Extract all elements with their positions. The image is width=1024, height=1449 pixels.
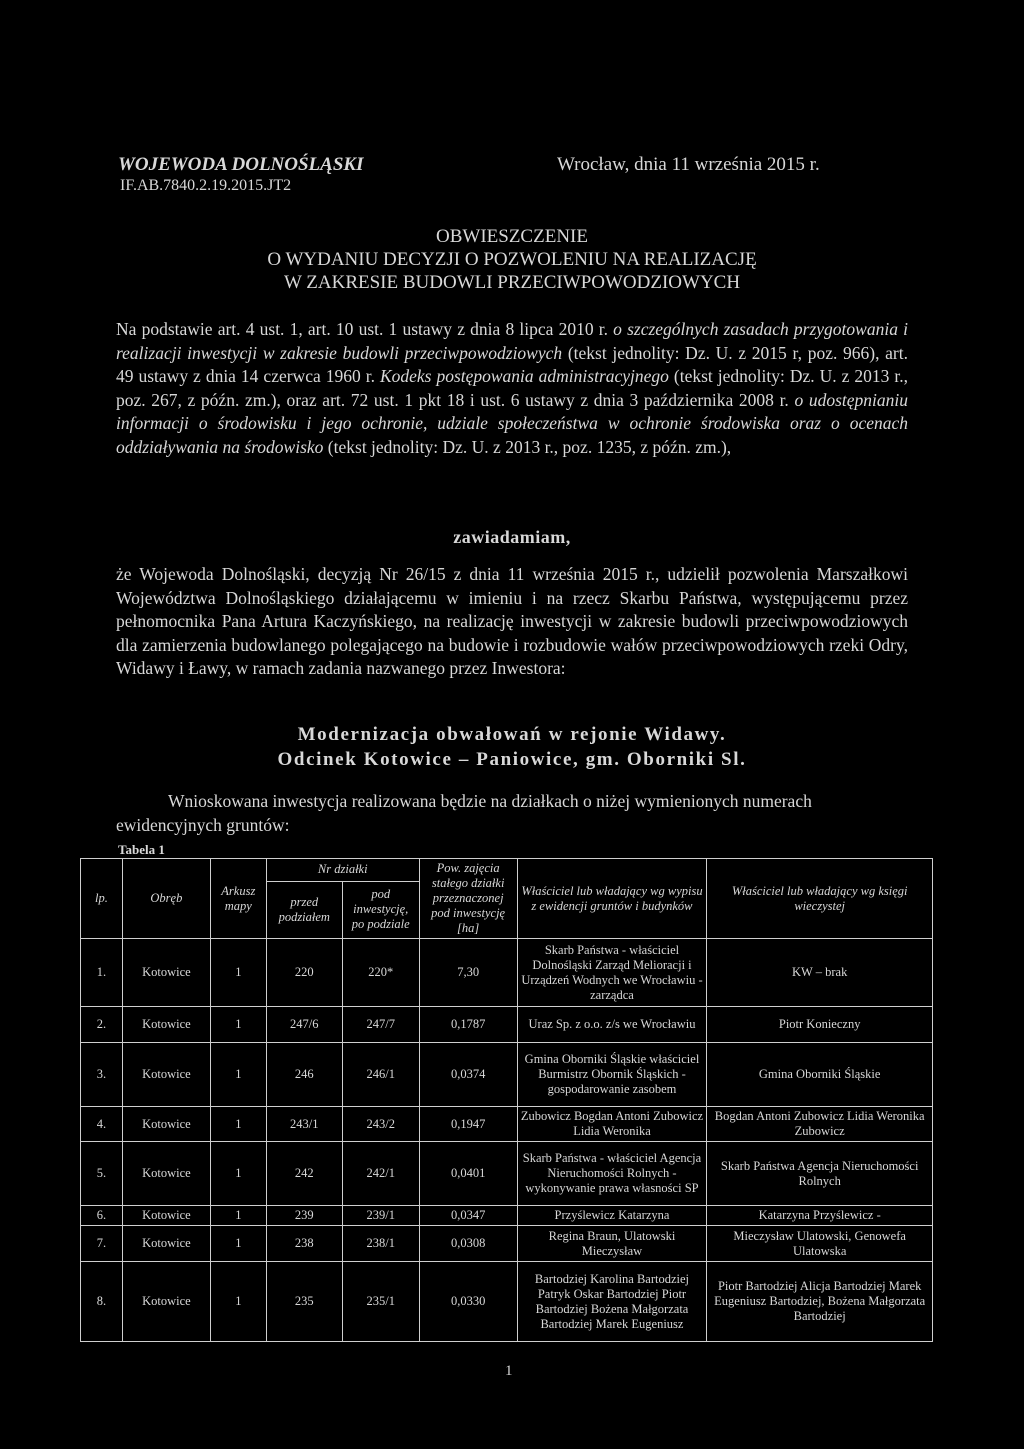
cell-after: 220* <box>342 939 419 1007</box>
header-area: Pow. zajęcia stałego działki przeznaczonej pod inwestycję [ha] <box>419 859 517 939</box>
cell-before: 246 <box>266 1043 342 1107</box>
header-obreb: Obręb <box>122 859 210 939</box>
header-arkusz: Arkusz mapy <box>210 859 266 939</box>
header-authority-block <box>118 154 363 195</box>
legal-text: (tekst jednolity: Dz. U. z 2015 r, poz. 966), art. 49 ustawy z dnia 14 czerwca 1960 r. <box>116 342 908 386</box>
project-line-2: Odcinek Kotowice – Paniowice, gm. Oborniki Sl. <box>277 749 747 770</box>
place-date: Wrocław, dnia 11 września 2015 r. <box>557 154 820 175</box>
decision-paragraph: że Wojewoda Dolnośląski, decyzją Nr 26/15 z dnia 11 września 2015 r., udzielił pozwolenia Marszałkowi Województwa Dolnośląskiego działającemu w imieniu i na rzecz Skarbu Państwa, występującemu przez pełnomocnika Pana Artura Kaczyńskiego, na realizację inwestycji w zakresie budowli przeciwpowodziowych dla zamierzenia budowlanego polegającego na budowie i rozbudowie wałów przeciwpowodziowych rzeki Odry, Widawy i Ławy, w ramach zadania nazwanego przez Inwestora: <box>116 564 908 678</box>
header-after-division: pod inwestycję, po podziale <box>342 881 419 938</box>
cell-area: 0,1947 <box>419 1107 517 1142</box>
cell-lp: 5. <box>81 1142 123 1206</box>
table-row <box>81 1107 933 1142</box>
cell-owner-registry: Zubowicz Bogdan Antoni Zubowicz Lidia Weronika <box>517 1107 707 1142</box>
cell-owner-registry: Uraz Sp. z o.o. z/s we Wrocławiu <box>517 1007 707 1043</box>
reference-number: IF.AB.7840.2.19.2015.JT2 <box>120 177 292 194</box>
cell-arkusz: 1 <box>210 1142 266 1206</box>
parcels-intro <box>116 790 908 837</box>
cell-lp: 2. <box>81 1007 123 1043</box>
cell-arkusz: 1 <box>210 1226 266 1262</box>
cell-owner-land-book: Gmina Oborniki Śląskie <box>707 1043 933 1107</box>
cell-lp: 8. <box>81 1262 123 1342</box>
cell-before: 238 <box>266 1226 342 1262</box>
table-row <box>81 1206 933 1226</box>
cell-owner-land-book: Bogdan Antoni Zubowicz Lidia Weronika Zubowicz <box>707 1107 933 1142</box>
legal-basis-paragraph <box>116 318 908 459</box>
cell-after: 238/1 <box>342 1226 419 1262</box>
cell-owner-registry: Bartodziej Karolina Bartodziej Patryk Oskar Bartodziej Piotr Bartodziej Bożena Małgorzata Bartodziej Marek Eugeniusz <box>517 1262 707 1342</box>
project-line-1: Modernizacja obwałowań w rejonie Widawy. <box>297 724 727 745</box>
cell-after: 235/1 <box>342 1262 419 1342</box>
cell-before: 220 <box>266 939 342 1007</box>
header-owner-registry: Właściciel lub władający wg wypisu z ewidencji gruntów i budynków <box>517 859 707 939</box>
cell-obreb: Kotowice <box>122 1142 210 1206</box>
announcement-word: zawiadamiam, <box>453 527 571 547</box>
cell-owner-land-book: Katarzyna Przyślewicz - <box>707 1206 933 1226</box>
cell-owner-registry: Skarb Państwa - właściciel Dolnośląski Zarząd Melioracji i Urządzeń Wodnych we Wrocławiu - zarządca <box>517 939 707 1007</box>
parcels-intro-line-2: ewidencyjnych gruntów: <box>116 814 290 835</box>
table-row <box>81 1007 933 1043</box>
cell-owner-land-book: Skarb Państwa Agencja Nieruchomości Rolnych <box>707 1142 933 1206</box>
project-name <box>0 722 1024 772</box>
act-title: o szczególnych zasadach przygotowania i realizacji inwestycji w zakresie budowli przeciwpowodziowych <box>116 319 908 363</box>
title-line-3: W ZAKRESIE BUDOWLI PRZECIWPOWODZIOWYCH <box>283 272 741 293</box>
cell-owner-registry: Skarb Państwa - właściciel Agencja Nieruchomości Rolnych - wykonywanie prawa własności SP <box>517 1142 707 1206</box>
title-line-2: O WYDANIU DECYZJI O POZWOLENIU NA REALIZACJĘ <box>267 249 757 270</box>
table-row <box>81 939 933 1007</box>
cell-area: 0,0308 <box>419 1226 517 1262</box>
authority-name: WOJEWODA DOLNOŚLĄSKI <box>118 154 364 175</box>
table-row <box>81 1262 933 1342</box>
cell-lp: 1. <box>81 939 123 1007</box>
cell-before: 235 <box>266 1262 342 1342</box>
cell-before: 247/6 <box>266 1007 342 1043</box>
cell-obreb: Kotowice <box>122 1043 210 1107</box>
cell-after: 242/1 <box>342 1142 419 1206</box>
cell-before: 243/1 <box>266 1107 342 1142</box>
cell-area: 7,30 <box>419 939 517 1007</box>
cell-after: 243/2 <box>342 1107 419 1142</box>
cell-lp: 4. <box>81 1107 123 1142</box>
cell-lp: 6. <box>81 1206 123 1226</box>
cell-after: 246/1 <box>342 1043 419 1107</box>
cell-arkusz: 1 <box>210 1007 266 1043</box>
cell-owner-land-book: KW – brak <box>707 939 933 1007</box>
cell-lp: 3. <box>81 1043 123 1107</box>
cell-area: 0,0374 <box>419 1043 517 1107</box>
cell-arkusz: 1 <box>210 939 266 1007</box>
cell-arkusz: 1 <box>210 1262 266 1342</box>
cell-after: 247/7 <box>342 1007 419 1043</box>
cell-owner-registry: Gmina Oborniki Śląskie właściciel Burmistrz Obornik Śląskich - gospodarowanie zasobem <box>517 1043 707 1107</box>
cell-owner-land-book: Piotr Konieczny <box>707 1007 933 1043</box>
table-row <box>81 1142 933 1206</box>
cell-lp: 7. <box>81 1226 123 1262</box>
cell-owner-registry: Przyślewicz Katarzyna <box>517 1206 707 1226</box>
table-header-row <box>81 859 933 882</box>
legal-text: (tekst jednolity: Dz. U. z 2013 r., poz. 1235, z późn. zm.), <box>323 436 732 457</box>
table-row <box>81 1043 933 1107</box>
cell-before: 242 <box>266 1142 342 1206</box>
parcels-table <box>80 858 933 1342</box>
legal-text: (tekst jednolity: Dz. U. z 2013 r., poz. 267, z późn. zm.), oraz art. 72 ust. 1 pkt 18 i ust. 6 ustawy z dnia 3 października 2008 r. <box>116 366 908 410</box>
title-line-1: OBWIESZCZENIE <box>436 226 588 247</box>
cell-after: 239/1 <box>342 1206 419 1226</box>
cell-owner-land-book: Mieczysław Ulatowski, Genowefa Ulatowska <box>707 1226 933 1262</box>
cell-area: 0,1787 <box>419 1007 517 1043</box>
table-row <box>81 1226 933 1262</box>
cell-obreb: Kotowice <box>122 1226 210 1262</box>
header-lp: lp. <box>81 859 123 939</box>
act-title: Kodeks postępowania administracyjnego <box>379 366 669 386</box>
table-label: Tabela 1 <box>118 842 165 857</box>
header-before-division: przed podziałem <box>266 881 342 938</box>
cell-area: 0,0347 <box>419 1206 517 1226</box>
document-title <box>0 225 1024 294</box>
legal-text: Na podstawie art. 4 ust. 1, art. 10 ust. 1 ustawy z dnia 8 lipca 2010 r. <box>116 319 614 339</box>
cell-arkusz: 1 <box>210 1107 266 1142</box>
header-owner-land-book: Właściciel lub władający wg księgi wieczystej <box>707 859 933 939</box>
header-nr-dzialki: Nr działki <box>266 859 419 882</box>
cell-owner-land-book: Piotr Bartodziej Alicja Bartodziej Marek Eugeniusz Bartodziej, Bożena Małgorzata Bartodziej <box>707 1262 933 1342</box>
cell-obreb: Kotowice <box>122 1262 210 1342</box>
cell-before: 239 <box>266 1206 342 1226</box>
act-title: o udostępnianiu informacji o środowisku i jego ochronie, udziale społeczeństwa w ochronie środowiska oraz o ocenach oddziaływania na środowisko <box>116 389 909 457</box>
cell-arkusz: 1 <box>210 1206 266 1226</box>
cell-obreb: Kotowice <box>122 1007 210 1043</box>
cell-area: 0,0401 <box>419 1142 517 1206</box>
cell-area: 0,0330 <box>419 1262 517 1342</box>
page-number: 1 <box>505 1363 513 1379</box>
cell-arkusz: 1 <box>210 1043 266 1107</box>
parcels-intro-line-1: Wnioskowana inwestycja realizowana będzie na działkach o niżej wymienionych numerach <box>168 791 812 811</box>
cell-obreb: Kotowice <box>122 1206 210 1226</box>
cell-owner-registry: Regina Braun, Ulatowski Mieczysław <box>517 1226 707 1262</box>
cell-obreb: Kotowice <box>122 1107 210 1142</box>
cell-obreb: Kotowice <box>122 939 210 1007</box>
